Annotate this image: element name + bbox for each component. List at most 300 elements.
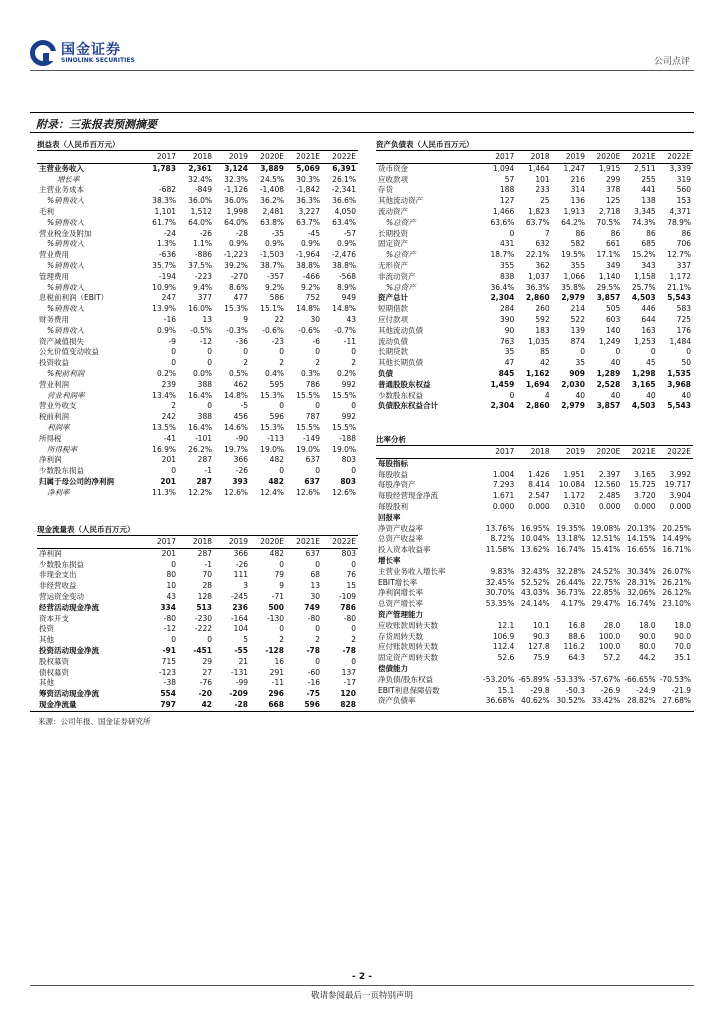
table-cell: 3,968 bbox=[667, 379, 691, 389]
table-cell: -26.9 bbox=[600, 685, 621, 695]
table-row bbox=[376, 326, 693, 337]
row-label: 其他流动负债 bbox=[378, 325, 423, 335]
table-cell bbox=[622, 513, 657, 524]
table-cell bbox=[658, 513, 693, 524]
table-cell: 12.6% bbox=[296, 487, 320, 497]
table-cell: 12.51% bbox=[591, 534, 621, 544]
table-cell: 57.2 bbox=[603, 653, 621, 663]
table-cell: 992 bbox=[341, 379, 356, 389]
table-cell: 637 bbox=[305, 455, 320, 465]
table-cell: 8.72% bbox=[490, 534, 515, 544]
table-row bbox=[376, 632, 693, 643]
table-cell: 2 bbox=[315, 635, 320, 645]
table-cell: 0 bbox=[351, 466, 356, 476]
row-label: 营业外收支 bbox=[39, 401, 77, 411]
table-cell: -99 bbox=[235, 678, 248, 688]
table-cell: 0.2% bbox=[156, 368, 176, 378]
row-label: 投入资本收益率 bbox=[378, 545, 431, 555]
table-cell bbox=[481, 513, 516, 524]
table-cell: 1.004 bbox=[492, 469, 515, 479]
table-cell bbox=[622, 610, 657, 621]
table-cell: 70.5% bbox=[596, 217, 621, 227]
table-row bbox=[37, 293, 358, 304]
table-cell bbox=[516, 556, 551, 567]
row-label: 增长率 bbox=[57, 174, 80, 184]
table-cell: -66.65% bbox=[624, 674, 656, 684]
table-cell: 16.74% bbox=[556, 545, 585, 555]
row-label: 净负债/股东权益 bbox=[378, 674, 434, 684]
table-row bbox=[37, 401, 358, 412]
table-cell: 35 bbox=[504, 347, 515, 357]
table-cell: 30 bbox=[310, 591, 320, 601]
table-cell: 26.12% bbox=[662, 588, 691, 598]
table-cell: 596 bbox=[304, 699, 320, 709]
row-label: 偿债能力 bbox=[378, 663, 408, 673]
table-cell: 8.9% bbox=[336, 282, 356, 292]
table-cell: 0 bbox=[171, 358, 176, 368]
table-cell: 0 bbox=[580, 347, 585, 357]
table-cell bbox=[587, 513, 622, 524]
table-cell: 0.000 bbox=[634, 501, 656, 511]
row-label: 营业费用 bbox=[39, 250, 69, 260]
table-cell: 0 bbox=[315, 559, 320, 569]
cashflow-title: 现金流量表（人民币百万元） bbox=[37, 525, 135, 534]
row-label: 资本开支 bbox=[39, 613, 69, 623]
table-cell: 2.397 bbox=[598, 469, 621, 479]
table-cell: 13.76% bbox=[485, 523, 515, 533]
row-label: 净资产收益率 bbox=[378, 523, 423, 533]
table-row bbox=[376, 513, 693, 524]
table-cell bbox=[516, 458, 551, 469]
table-cell: -80 bbox=[343, 613, 356, 623]
table-cell: 139 bbox=[570, 325, 585, 335]
row-label: 总资产收益率 bbox=[378, 534, 423, 544]
table-cell: 64.3 bbox=[568, 653, 585, 663]
table-cell: 5,543 bbox=[667, 401, 691, 411]
table-cell: 28.31% bbox=[627, 577, 656, 587]
table-cell: 26.44% bbox=[556, 577, 585, 587]
table-cell: 12.2% bbox=[188, 487, 212, 497]
table-cell: 10.084 bbox=[558, 480, 585, 490]
row-label: %总资产 bbox=[386, 217, 416, 227]
table-cell: 233 bbox=[535, 185, 550, 195]
table-row bbox=[376, 261, 693, 272]
table-cell: 803 bbox=[341, 455, 356, 465]
table-cell: -53.33% bbox=[553, 674, 585, 684]
table-cell: 0.9% bbox=[156, 325, 176, 335]
table-cell: 0 bbox=[207, 358, 212, 368]
year-header: 2020E bbox=[587, 447, 622, 458]
table-cell: 24.52% bbox=[591, 566, 621, 576]
year-header: 2018 bbox=[516, 152, 551, 163]
table-cell: 63.7% bbox=[525, 217, 550, 227]
table-row bbox=[37, 304, 358, 315]
table-cell: 1,535 bbox=[667, 368, 691, 378]
table-cell: 9.2% bbox=[264, 282, 284, 292]
table-row bbox=[37, 689, 358, 700]
table-row bbox=[37, 635, 358, 646]
table-cell: 11.3% bbox=[152, 487, 176, 497]
table-cell: 43 bbox=[166, 591, 176, 601]
table-cell: -1 bbox=[204, 559, 212, 569]
table-cell: 15.5% bbox=[332, 390, 356, 400]
row-label: 非现金支出 bbox=[39, 570, 77, 580]
table-cell: 1,512 bbox=[190, 206, 212, 216]
table-cell: 90.0 bbox=[674, 631, 691, 641]
table-cell: 140 bbox=[605, 325, 621, 335]
table-cell: 36.73% bbox=[556, 588, 585, 598]
table-cell: 4.17% bbox=[561, 599, 585, 609]
table-cell bbox=[658, 458, 693, 469]
row-label: 息税前利润（EBIT） bbox=[39, 293, 109, 303]
table-row bbox=[376, 470, 693, 481]
table-row bbox=[37, 272, 358, 283]
table-cell: 582 bbox=[570, 239, 585, 249]
table-cell: 632 bbox=[535, 239, 550, 249]
row-label: 非经营收益 bbox=[39, 581, 77, 591]
table-cell: -113 bbox=[266, 433, 284, 443]
year-header: 2018 bbox=[516, 447, 551, 458]
table-header-row bbox=[37, 152, 358, 163]
table-cell: 1,162 bbox=[525, 368, 550, 378]
table-cell: -75 bbox=[306, 689, 320, 699]
table-header-row bbox=[376, 447, 693, 458]
table-cell: 26.21% bbox=[662, 577, 691, 587]
table-cell: 0.4% bbox=[264, 368, 284, 378]
table-cell: 80 bbox=[166, 570, 176, 580]
table-cell: 752 bbox=[305, 293, 320, 303]
table-cell: 596 bbox=[269, 412, 284, 422]
table-cell: 13.62% bbox=[521, 545, 550, 555]
table-cell: 2,481 bbox=[262, 206, 284, 216]
table-cell: 1,037 bbox=[528, 271, 550, 281]
table-cell bbox=[658, 610, 693, 621]
table-cell: 36.0% bbox=[188, 196, 212, 206]
table-cell: 23.10% bbox=[662, 599, 691, 609]
table-cell bbox=[552, 513, 587, 524]
table-header-row bbox=[376, 152, 693, 163]
table-cell: 0.000 bbox=[528, 501, 550, 511]
ratio-analysis-table bbox=[376, 447, 693, 707]
table-cell: 75.9 bbox=[532, 653, 550, 663]
row-label: 固定资产 bbox=[378, 239, 408, 249]
table-cell: 40 bbox=[610, 358, 621, 368]
table-cell: -16 bbox=[163, 314, 176, 324]
row-label: 短期借款 bbox=[378, 304, 408, 314]
table-cell: 0.0% bbox=[192, 368, 212, 378]
table-cell: 188 bbox=[500, 185, 515, 195]
table-cell: -5 bbox=[240, 401, 248, 411]
table-cell: 725 bbox=[676, 314, 691, 324]
income-title: 损益表（人民币百万元） bbox=[37, 140, 120, 149]
table-cell: 39.2% bbox=[224, 260, 248, 270]
table-cell: 24.14% bbox=[521, 599, 550, 609]
table-cell: -466 bbox=[302, 271, 320, 281]
table-row bbox=[37, 423, 358, 434]
row-label: %销售收入 bbox=[47, 282, 85, 292]
table-cell: -17 bbox=[343, 678, 356, 688]
header-blank bbox=[376, 447, 481, 458]
table-cell: 15.5% bbox=[332, 422, 356, 432]
table-row bbox=[376, 556, 693, 567]
year-header: 2021E bbox=[286, 152, 322, 163]
company-logo bbox=[30, 40, 140, 68]
table-row bbox=[376, 239, 693, 250]
table-row bbox=[37, 570, 358, 581]
row-label: 非流动资产 bbox=[378, 271, 416, 281]
table-cell: 163 bbox=[641, 325, 656, 335]
table-row bbox=[37, 218, 358, 229]
table-cell: 12.6% bbox=[332, 487, 356, 497]
table-cell: 153 bbox=[676, 196, 691, 206]
row-label: 固定资产周转天数 bbox=[378, 653, 438, 663]
table-row bbox=[376, 642, 693, 653]
table-cell: 111 bbox=[233, 570, 248, 580]
table-cell: 0 bbox=[351, 624, 356, 634]
row-label: %销售收入 bbox=[47, 325, 85, 335]
table-cell: 0 bbox=[243, 347, 248, 357]
table-cell: 38.8% bbox=[296, 260, 320, 270]
table-row bbox=[37, 391, 358, 402]
table-cell: 5,543 bbox=[667, 293, 691, 303]
table-row bbox=[376, 588, 693, 599]
row-label: 应收账款周转天数 bbox=[378, 620, 438, 630]
table-cell: 29.47% bbox=[591, 599, 621, 609]
table-row bbox=[37, 668, 358, 679]
cash-flow-table bbox=[37, 537, 358, 711]
table-cell: 53.35% bbox=[485, 599, 515, 609]
table-cell: 0 bbox=[171, 347, 176, 357]
table-cell: 120 bbox=[340, 689, 356, 699]
table-cell: 3.720 bbox=[634, 491, 656, 501]
table-cell: 592 bbox=[535, 314, 550, 324]
table-cell: 29.5% bbox=[596, 282, 621, 292]
table-cell: 0 bbox=[315, 347, 320, 357]
table-cell: 441 bbox=[641, 185, 656, 195]
table-cell: -23 bbox=[271, 336, 284, 346]
table-cell: 104 bbox=[233, 624, 248, 634]
table-row bbox=[37, 369, 358, 380]
table-cell: 0 bbox=[279, 466, 284, 476]
table-row bbox=[376, 621, 693, 632]
table-cell: 0.9% bbox=[336, 239, 356, 249]
row-label: 负债 bbox=[378, 368, 393, 378]
table-row bbox=[376, 653, 693, 664]
table-cell: -29.8 bbox=[530, 685, 550, 695]
table-cell: 35 bbox=[575, 358, 585, 368]
table-cell: 19.08% bbox=[591, 523, 621, 533]
table-cell: 586 bbox=[269, 293, 284, 303]
table-cell: 36.0% bbox=[224, 196, 248, 206]
table-cell: 388 bbox=[197, 412, 212, 422]
row-label: 应付账款周转天数 bbox=[378, 642, 438, 652]
row-label: 净利润 bbox=[39, 455, 62, 465]
table-cell: 522 bbox=[570, 314, 585, 324]
table-cell: 22.75% bbox=[591, 577, 621, 587]
row-label: 无形资产 bbox=[378, 260, 408, 270]
table-cell: -209 bbox=[229, 689, 248, 699]
table-row bbox=[37, 624, 358, 635]
table-cell: 90.0 bbox=[638, 631, 656, 641]
table-cell: 0.3% bbox=[300, 368, 320, 378]
row-label: 资产减值损失 bbox=[39, 336, 84, 346]
year-header: 2017 bbox=[481, 152, 516, 163]
table-cell: 12.4% bbox=[260, 487, 284, 497]
table-cell: -78 bbox=[342, 645, 356, 655]
table-cell: -0.7% bbox=[334, 325, 356, 335]
year-header: 2022E bbox=[322, 537, 358, 548]
table-cell: 16.8 bbox=[568, 620, 585, 630]
table-cell: -1,964 bbox=[295, 250, 320, 260]
table-cell: 101 bbox=[535, 174, 550, 184]
table-row bbox=[37, 434, 358, 445]
table-cell: 314 bbox=[570, 185, 585, 195]
appendix-title: 附录：三张报表预测摘要 bbox=[36, 118, 157, 131]
table-cell: 19.5% bbox=[561, 250, 585, 260]
table-row bbox=[376, 293, 693, 304]
table-cell: 138 bbox=[641, 196, 656, 206]
year-header: 2017 bbox=[142, 152, 178, 163]
table-cell: 0 bbox=[279, 624, 284, 634]
table-cell: -20 bbox=[198, 689, 212, 699]
table-row bbox=[376, 218, 693, 229]
table-cell: 0.310 bbox=[563, 501, 585, 511]
table-row bbox=[376, 599, 693, 610]
table-cell: 1,823 bbox=[528, 206, 550, 216]
table-cell: -682 bbox=[158, 185, 176, 195]
row-label: 少数股东损益 bbox=[39, 559, 84, 569]
table-cell: 14.8% bbox=[224, 390, 248, 400]
row-label: 流动负债 bbox=[378, 336, 408, 346]
table-cell: 2,304 bbox=[490, 401, 515, 411]
table-cell: 362 bbox=[535, 260, 550, 270]
table-cell: 845 bbox=[498, 368, 515, 378]
header-blank bbox=[37, 152, 142, 163]
table-cell: 11.58% bbox=[485, 545, 515, 555]
table-cell bbox=[658, 556, 693, 567]
table-cell: 1,289 bbox=[596, 368, 621, 378]
table-cell: 19.35% bbox=[556, 523, 585, 533]
table-cell: 20.13% bbox=[627, 523, 656, 533]
table-cell: 90 bbox=[504, 325, 515, 335]
table-cell: 0.2% bbox=[336, 368, 356, 378]
table-row bbox=[37, 412, 358, 423]
table-cell: 40.62% bbox=[521, 696, 550, 706]
table-cell: 661 bbox=[605, 239, 621, 249]
table-cell: 1,298 bbox=[631, 368, 656, 378]
table-cell: -357 bbox=[266, 271, 284, 281]
table-cell: 15.3% bbox=[224, 304, 248, 314]
table-cell: -36 bbox=[235, 336, 248, 346]
row-label: 存货 bbox=[378, 185, 393, 195]
row-label: 资产总计 bbox=[378, 293, 408, 303]
logo-icon bbox=[30, 40, 56, 66]
table-cell: 28.82% bbox=[627, 696, 656, 706]
row-label: 债权募资 bbox=[39, 667, 69, 677]
table-row bbox=[37, 326, 358, 337]
table-cell: 68 bbox=[310, 570, 320, 580]
appendix-banner bbox=[30, 112, 694, 133]
table-cell: -35 bbox=[271, 228, 284, 238]
table-cell: 15.3% bbox=[260, 390, 284, 400]
table-cell: 0 bbox=[686, 347, 691, 357]
row-label: 毛利 bbox=[39, 206, 54, 216]
row-label: %销售收入 bbox=[47, 304, 85, 314]
table-row bbox=[376, 272, 693, 283]
table-row bbox=[376, 675, 693, 686]
table-cell: 86 bbox=[681, 228, 691, 238]
table-cell: 127.8 bbox=[528, 642, 550, 652]
table-cell: 2,528 bbox=[596, 379, 621, 389]
table-row bbox=[37, 646, 358, 657]
table-cell: 749 bbox=[304, 602, 320, 612]
income-title-rule bbox=[37, 150, 358, 151]
table-cell: 86 bbox=[610, 228, 621, 238]
logo-name-en: SINOLINK SECURITIES bbox=[61, 57, 135, 64]
table-cell: 4 bbox=[544, 390, 550, 400]
table-cell: -1 bbox=[204, 466, 212, 476]
table-cell bbox=[552, 610, 587, 621]
table-cell: 45 bbox=[646, 358, 656, 368]
table-row bbox=[376, 686, 693, 697]
table-cell: 15.41% bbox=[591, 545, 621, 555]
table-cell: 30.34% bbox=[627, 566, 656, 576]
row-label: 归属于母公司的净利润 bbox=[39, 476, 114, 486]
table-cell: 2,361 bbox=[188, 163, 212, 173]
table-cell: 19.717 bbox=[664, 480, 691, 490]
table-cell: 10 bbox=[166, 581, 176, 591]
row-label: 投资活动现金净流 bbox=[39, 645, 99, 655]
table-cell: 1,694 bbox=[525, 379, 550, 389]
table-cell: -223 bbox=[194, 271, 212, 281]
row-label: 利润率 bbox=[47, 422, 70, 432]
table-cell: -123 bbox=[158, 667, 176, 677]
table-cell: 949 bbox=[341, 293, 356, 303]
table-row bbox=[37, 261, 358, 272]
table-cell: 13 bbox=[202, 314, 212, 324]
table-cell: 63.7% bbox=[296, 217, 320, 227]
table-cell: -91 bbox=[162, 645, 176, 655]
table-cell: 0 bbox=[615, 347, 621, 357]
table-cell: 3,227 bbox=[298, 206, 320, 216]
row-label: %税前利润 bbox=[47, 368, 85, 378]
table-cell: 201 bbox=[161, 548, 176, 558]
table-row bbox=[37, 163, 358, 174]
table-cell: 16.0% bbox=[188, 304, 212, 314]
row-label: 长期投资 bbox=[378, 228, 408, 238]
table-cell: 27 bbox=[202, 667, 212, 677]
document-type: 公司点评 bbox=[653, 57, 690, 67]
table-cell: 201 bbox=[160, 476, 176, 486]
table-cell: 3.992 bbox=[669, 469, 691, 479]
table-cell: 32.28% bbox=[556, 566, 585, 576]
table-cell: 2,979 bbox=[561, 401, 585, 411]
table-cell: 0 bbox=[509, 228, 515, 238]
table-cell bbox=[552, 664, 587, 675]
row-label: 流动资产 bbox=[378, 206, 408, 216]
table-cell: 42 bbox=[540, 358, 550, 368]
table-cell: 42 bbox=[201, 699, 212, 709]
table-cell: 3,165 bbox=[631, 379, 656, 389]
table-cell: 236 bbox=[232, 602, 248, 612]
table-cell: 85 bbox=[540, 347, 550, 357]
table-cell: 32.06% bbox=[627, 588, 656, 598]
table-cell: 136 bbox=[570, 196, 585, 206]
table-cell: 40 bbox=[575, 390, 585, 400]
table-cell: 30.70% bbox=[485, 588, 515, 598]
table-cell: 25 bbox=[540, 196, 550, 206]
tables-bottom-rule bbox=[30, 711, 694, 712]
